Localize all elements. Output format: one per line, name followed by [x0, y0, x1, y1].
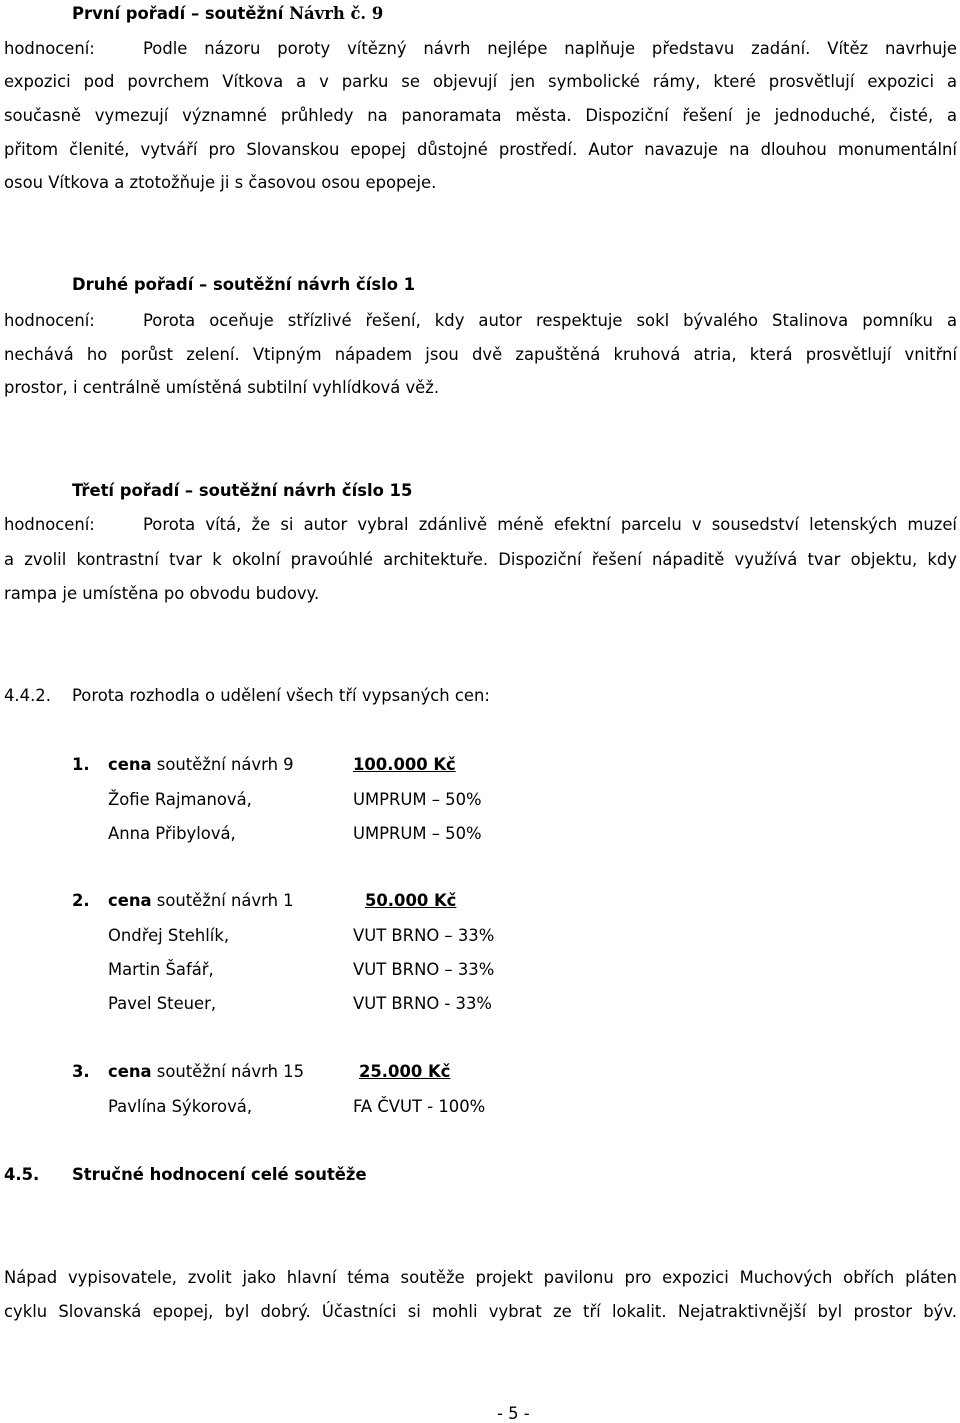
prize1-design: soutěžní návrh 9 [156, 755, 294, 774]
prize2-design: soutěžní návrh 1 [156, 891, 294, 910]
section1-line-4: přitom členité, vytváří pro Slovanskou epopej důstojné prostředí. Autor navazuje na dlouhou monumentální [4, 140, 957, 159]
prize2-amount: 50.000 Kč [365, 891, 457, 910]
prize3-cena: cena [108, 1062, 152, 1081]
prize1-number: 1. [72, 755, 90, 774]
section1-line-1: Podle názoru poroty vítězný návrh nejlépe naplňuje představu zadání. Vítěz navrhuje [143, 39, 957, 58]
prize2-person3-share: VUT BRNO - 33% [353, 994, 492, 1013]
prize2-number: 2. [72, 891, 90, 910]
prize1-person2-share: UMPRUM – 50% [353, 824, 482, 843]
prize1-person2-name: Anna Přibylová, [108, 824, 236, 843]
prize1-cena: cena [108, 755, 152, 774]
prize2-person2-share: VUT BRNO – 33% [353, 960, 495, 979]
section3-heading: Třetí pořadí – soutěžní návrh číslo 15 [72, 481, 413, 500]
prize2-title [108, 891, 294, 910]
prize2-person1-share: VUT BRNO – 33% [353, 926, 495, 945]
section3-label: hodnocení: [4, 515, 95, 534]
prize3-amount: 25.000 Kč [359, 1062, 451, 1081]
section2-line-3: prostor, i centrálně umístěná subtilní vyhlídková věž. [4, 378, 440, 397]
section1-line-5: osou Vítkova a ztotožňuje ji s časovou osou epopeje. [4, 173, 437, 192]
prize2-person3-name: Pavel Steuer, [108, 994, 217, 1013]
prize2-person1-name: Ondřej Stehlík, [108, 926, 230, 945]
summary-number: 4.5. [4, 1165, 40, 1184]
prize3-number: 3. [72, 1062, 90, 1081]
section2-line-2: nechává ho porůst zelení. Vtipným nápadem jsou dvě zapuštěná kruhová atria, která prosvětlují vnitřní [4, 345, 957, 364]
decision-number: 4.4.2. [4, 686, 51, 705]
prize1-title [108, 755, 294, 774]
prize3-design: soutěžní návrh 15 [156, 1062, 305, 1081]
section2-line-1: Porota oceňuje střízlivé řešení, kdy autor respektuje sokl bývalého Stalinova pomníku a [143, 311, 957, 330]
prize3-title [108, 1062, 304, 1081]
section1-heading-design: Návrh č. 9 [289, 4, 384, 23]
prize3-person1-name: Pavlína Sýkorová, [108, 1097, 253, 1116]
section3-line-3: rampa je umístěna po obvodu budovy. [4, 584, 320, 603]
prize1-person1-name: Žofie Rajmanová, [108, 790, 252, 809]
section3-line-2: a zvolil kontrastní tvar k okolní pravoúhlé architektuře. Dispoziční řešení nápaditě využívá tvar objektu, kdy [4, 550, 957, 569]
section1-label: hodnocení: [4, 39, 95, 58]
page-number: - 5 - [497, 1404, 530, 1423]
summary-line-1: Nápad vypisovatele, zvolit jako hlavní téma soutěže projekt pavilonu pro expozici Muchových obřích pláten [4, 1268, 957, 1287]
section1-line-3: současně vymezují významné průhledy na panoramata města. Dispoziční řešení je jednoduché, čisté, a [4, 106, 957, 125]
section2-heading: Druhé pořadí – soutěžní návrh číslo 1 [72, 275, 416, 294]
decision-text: Porota rozhodla o udělení všech tří vypsaných cen: [72, 686, 490, 705]
section1-heading [72, 4, 383, 23]
prize2-person2-name: Martin Šafář, [108, 960, 214, 979]
section3-line-1: Porota vítá, že si autor vybral zdánlivě méně efektní parcelu v sousedství letenských muzeí [143, 515, 957, 534]
section1-line-2: expozici pod povrchem Vítkova a v parku se objevují jen symbolické rámy, které prosvětlují expozici a [4, 72, 957, 91]
section1-heading-text: První pořadí – soutěžní [72, 4, 284, 23]
prize2-cena: cena [108, 891, 152, 910]
section2-label: hodnocení: [4, 311, 95, 330]
summary-heading: Stručné hodnocení celé soutěže [72, 1165, 367, 1184]
summary-line-2: cyklu Slovanská epopej, byl dobrý. Účastníci si mohli vybrat ze tří lokalit. Nejatraktivnější byl prostor býv. [4, 1302, 957, 1321]
prize1-amount: 100.000 Kč [353, 755, 456, 774]
prize3-person1-share: FA ČVUT - 100% [353, 1097, 486, 1116]
prize1-person1-share: UMPRUM – 50% [353, 790, 482, 809]
